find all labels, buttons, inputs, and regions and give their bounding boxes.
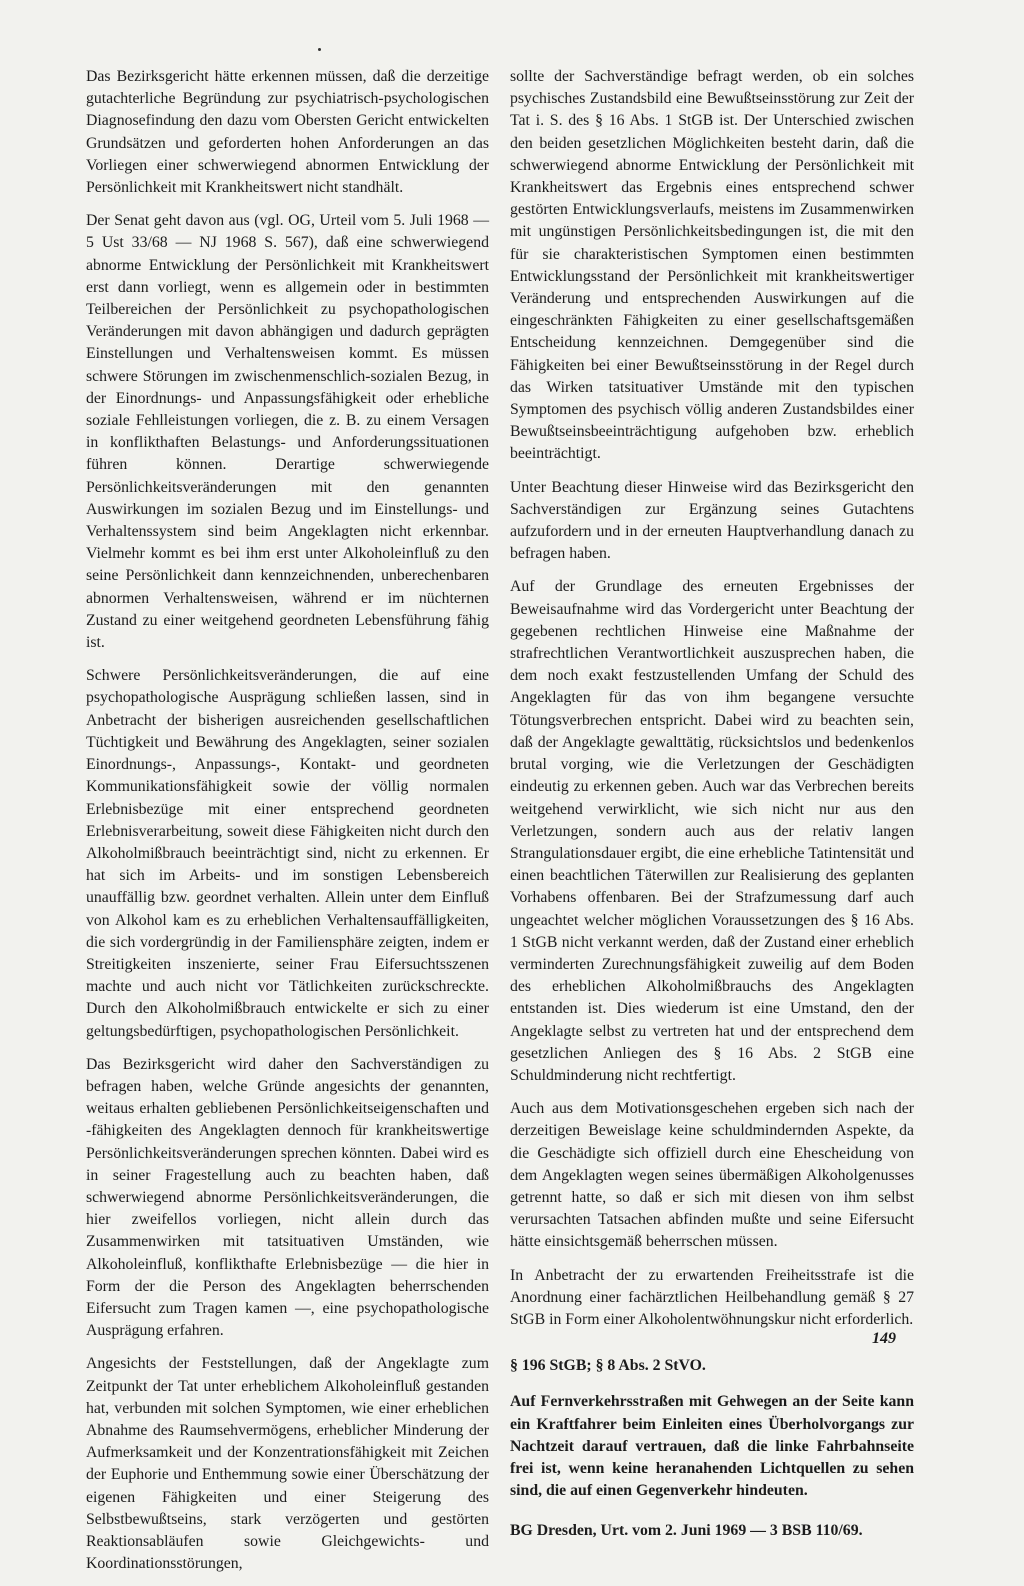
paragraph: Der Senat geht davon aus (vgl. OG, Urteil vom 5. Juli 1968 — 5 Ust 33/68 — NJ 1968 S. 567), daß eine schwerwiegend abnorme Entwicklung der Persönlichkeit mit Krankheitswert erst dann vorliegt, wenn es allgemein oder in bestimmten Teilbereichen der Persönlichkeit zu psychopathologischen Veränderungen mit davon abhängigen und dadurch geprägten Einstellungen und Verhaltensweisen kommt. Es müssen schwere Störungen im zwischenmenschlich-sozialen Bezug, in der Einordnungs- und Anpassungsfähigkeit oder erhebliche soziale Fehlleistungen vorliegen, die z. B. zu einem Versagen in konflikthaften Belastungs- und Anforderungssituationen führen können. Derartige schwerwiegende Persönlichkeitsveränderungen mit den genannten Auswirkungen im sozialen Bezug und im Einstellungs- und Verhaltenssystem sind beim Angeklagten nicht erkennbar. Vielmehr kommt es bei ihm erst unter Alkoholeinfluß zu den seine Persönlichkeit dann kennzeichnenden, unberechenbaren abnormen Verhaltensweisen, während er im nüchternen Zustand zu einer weitgehend geordneten Lebensführung fähig ist. <box>86 212 489 652</box>
page-number: 149 <box>872 1330 896 1347</box>
paragraph: In Anbetracht der zu erwartenden Freiheitsstrafe ist die Anordnung einer fachärztlichen Heilbehandlung gemäß § 27 StGB in Form einer Alkoholentwöhnungskur nicht erforderlich. <box>510 1266 914 1328</box>
left-column <box>86 66 489 1586</box>
right-column <box>510 66 914 1554</box>
paragraph: Das Bezirksgericht wird daher den Sachverständigen zu befragen haben, welche Gründe angesichts der genannten, weitaus erhalten gebliebenen Persönlichkeitseigenschaften und -fähigkeiten des Angeklagten dennoch für krankheitswertige Persönlichkeitsveränderungen sprechen könnten. Dabei wird es in seiner Fragestellung auch zu beachten haben, daß schwerwiegend abnorme Persönlichkeitsveränderungen, die hier zweifellos vorliegen, nicht allein durch das Zusammenwirken mit tatsituativen Umständen, wie Alkoholeinfluß, konflikthafte Erlebnisbezüge — die hier in Form der die Person des Angeklagten beherrschenden Eifersucht zum Tragen kamen —, eine psychopathologische Ausprägung erfahren. <box>86 1055 489 1340</box>
paragraph: Das Bezirksgericht hätte erkennen müssen, daß die derzeitige gutachterliche Begründung zur psychiatrisch-psychologischen Diagnosefindung den dazu vom Obersten Gericht entwickelten Grundsätzen und geforderten hohen Anforderungen an das Vorliegen einer schwerwiegend abnormen Entwicklung der Persönlichkeit mit Krankheitswert nicht standhält. <box>86 68 489 197</box>
paragraph: Angesichts der Feststellungen, daß der Angeklagte zum Zeitpunkt der Tat unter erheblichem Alkoholeinfluß gestanden hat, verbunden mit solchen Symptomen, wie einer erheblichen Abnahme des Raumsehvermögens, erheblicher Minderung der Aufmerksamkeit und der Konzentrationsfähigkeit mit Zeichen der Euphorie und Enthemmung sowie einer Überschätzung der eigenen Fähigkeiten und einer Steigerung des Selbstbewußtseins, stark verzögerten und gestörten Reaktionsabläufen sowie Gleichgewichts- und Koordinationsstörungen, <box>86 1355 489 1573</box>
paragraph: Unter Beachtung dieser Hinweise wird das Bezirksgericht den Sachverständigen zur Ergänzung seines Gutachtens aufzufordern und in der erneuten Hauptverhandlung danach zu befragen haben. <box>510 478 914 563</box>
court-citation: BG Dresden, Urt. vom 2. Juni 1969 — 3 BSB 110/69. <box>510 1522 863 1540</box>
paragraph: sollte der Sachverständige befragt werden, ob ein solches psychisches Zustandsbild eine Bewußtseinsstörung zur Zeit der Tat i. S. des § 16 Abs. 1 StGB ist. Der Unterschied zwischen den beiden gesetzlichen Möglichkeiten besteht darin, daß die schwerwiegend abnorme Entwicklung der Persönlichkeit mit Krankheitswert das Ergebnis eines entsprechend schwer gestörten Entwicklungsverlaufs, meistens im Zusammenwirken mit ungünstigen Persönlichkeitsbedingungen ist, die mit den für sie charakteristischen Symptomen einen bestimmten Entwicklungsstand der Persönlichkeit mit krankheitswertiger Veränderung und entsprechenden Auswirkungen auf die eingeschränkten Fähigkeiten zu einer gesellschaftsgemäßen Entscheidung kennzeichnen. Demgegenüber sind die Fähigkeiten bei einer Bewußtseinsstörung in der Regel durch das Wirken tatsituativer Umstände mit den typischen Symptomen des psychisch völlig anderen Zustandsbildes einer Bewußtseinsbeeinträchtigung aufgehoben bzw. erheblich beeinträchtigt. <box>510 68 914 463</box>
paragraph: Schwere Persönlichkeitsveränderungen, die auf eine psychopathologische Ausprägung schließen lassen, sind in Anbetracht der bisherigen ausreichenden gesellschaftlichen Tüchtigkeit und Bewährung des Angeklagten, seiner sozialen Einordnungs-, Anpassungs-, Kontakt- und geordneten Kommunikationsfähigkeit sowie der völlig normalen Erlebnisbezüge mit einer entsprechend geordneten Erlebnisverarbeitung, soweit diese Fähigkeiten nicht durch den Alkoholmißbrauch beeinträchtigt sind, nicht zu erkennen. Er hat sich im Arbeits- und im sonstigen Lebensbereich unauffällig bzw. geordnet verhalten. Allein unter dem Einfluß von Alkohol kam es zu erheblichen Verhaltensauffälligkeiten, die sich vordergründig in der Familiensphäre zeigten, indem er Streitigkeiten inszenierte, seiner Frau Eifersuchtsszenen machte und auch nicht vor Tätlichkeiten zurückschreckte. Durch den Alkoholmißbrauch entwickelte er sich zu einer geltungsbedürftigen, psychopathologischen Persönlichkeit. <box>86 667 489 1040</box>
paragraph: Auch aus dem Motivationsgeschehen ergeben sich nach der derzeitigen Beweislage keine schuldmindernden Aspekte, da die Geschädigte sich offiziell durch eine Ehescheidung von dem Angeklagten wegen seines übermäßigen Alkoholgenusses getrennt hatte, so daß er sich mit diesen von ihm selbst verursachten Tatsachen abfinden mußte und seine Eifersucht hätte einsichtsgemäß beherrschen müssen. <box>510 1100 914 1251</box>
ruling-headnote: Auf Fernverkehrsstraßen mit Gehwegen an der Seite kann ein Kraftfahrer beim Einleiten eines Überholvorgangs zur Nachtzeit darauf vertrauen, daß die linke Fahrbahnseite frei ist, wenn keine heranahenden Lichtquellen zu sehen sind, die auf einen Gegenverkehr hindeuten. <box>510 1393 914 1500</box>
paragraph: Auf der Grundlage des erneuten Ergebnisses der Beweisaufnahme wird das Vordergericht unter Beachtung der gegebenen rechtlichen Hinweise eine Maßnahme der strafrechtlichen Verantwortlichkeit auszusprechen haben, die dem noch exakt festzustellenden Umfang der Schuld des Angeklagten für das von ihm begangene versuchte Tötungsverbrechen entspricht. Dabei wird zu beachten sein, daß der Angeklagte gewalttätig, rücksichtslos und bedenkenlos brutal vorging, wie die Verletzungen der Geschädigten eindeutig zu erkennen geben. Auch war das Verbrechen bereits weitgehend verwirklicht, wie sich nicht nur aus den Verletzungen, sondern auch aus der relativ langen Strangulationsdauer ergibt, die eine erhebliche Tatintensität und einen beachtlichen Täterwillen zur Realisierung des geplanten Vorhabens offenbaren. Bei der Strafzumessung darf auch ungeachtet welcher möglichen Voraussetzungen des § 16 Abs. 1 StGB nicht verkannt werden, daß der Zustand einer erheblich verminderten Zurechnungsfähigkeit zuweilig auf dem Boden des erheblichen Alkoholmißbrauchs des Angeklagten entstanden ist. Dies wiederum ist eine Umstand, den der Angeklagte selbst zu vertreten hat und der entsprechend dem gesetzlichen Anliegen des § 16 Abs. 2 StGB eine Schuldminderung nicht rechtfertigt. <box>510 578 914 1084</box>
speck-mark <box>318 48 321 51</box>
statute-heading: § 196 StGB; § 8 Abs. 2 StVO. <box>510 1357 706 1375</box>
